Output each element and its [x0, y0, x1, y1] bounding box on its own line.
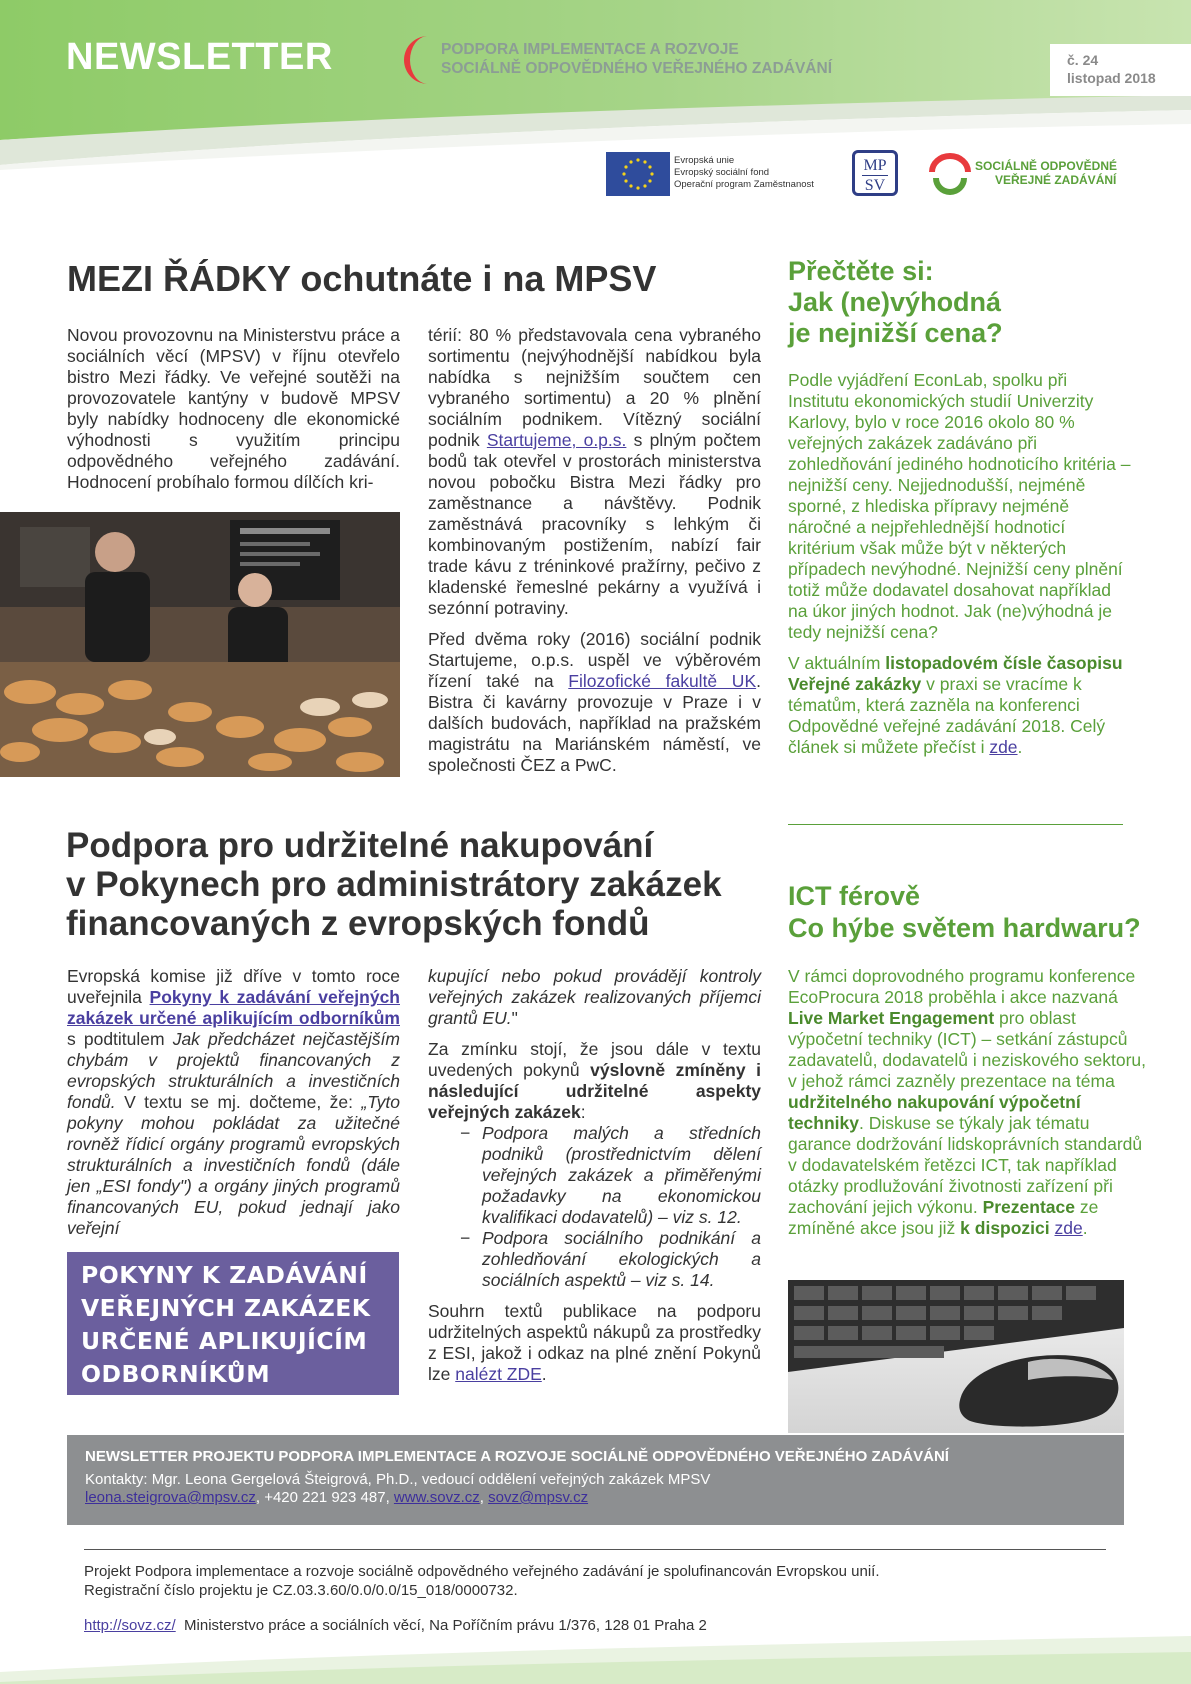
sidebar1-p2-c: . — [1017, 737, 1023, 757]
sidebar2-p-a: V rámci doprovodného programu konference EcoProcura 2018 proběhla i akce nazvaná — [788, 966, 1136, 1007]
box-line4: ODBORNÍKŮM — [81, 1360, 271, 1388]
article2-c2-quote-end: " — [511, 1008, 518, 1028]
sidebar2-p-bold3: Prezentace — [982, 1197, 1075, 1217]
project-title-line1: PODPORA IMPLEMENTACE A ROZVOJE — [441, 41, 739, 58]
sovz-text — [975, 159, 1117, 187]
article2-c2-p3-a: Souhrn textů publikace na podporu udržitelných aspektů nákupů za prostředky z ESI, jakož i odkaz na plné znění Pokynů lze — [428, 1301, 761, 1384]
issue-date: listopad 2018 — [1067, 70, 1156, 86]
mpsv-logo-rule — [862, 175, 888, 176]
sidebar1-title1: Přečtěte si: — [788, 256, 934, 286]
header-background — [0, 0, 1191, 170]
sidebar1-body — [788, 370, 1133, 768]
startujeme-link[interactable]: Startujeme, o.p.s. — [486, 430, 627, 450]
box-line2: VEŘEJNÝCH ZAKÁZEK — [81, 1294, 371, 1322]
nalezt-zde-link[interactable]: nalézt ZDE — [455, 1364, 542, 1384]
article1-title: MEZI ŘÁDKY ochutnáte i na MPSV — [67, 258, 657, 299]
eu-line3: Operační program Zaměstnanost — [674, 179, 814, 190]
article2-c2-p2-a: Za zmínku stojí, že jsou dále v textu uvedených pokynů — [428, 1039, 761, 1080]
dash-icon: − — [460, 1123, 471, 1143]
article2-c2-p2-bold: výslovně zmíněny i následující udržitelné aspekty veřejných zakázek — [428, 1060, 761, 1122]
header-band — [0, 0, 1191, 170]
article2-c2-p3 — [428, 1301, 761, 1385]
sidebar2-title1: ICT férově — [788, 881, 921, 911]
footer-contact-links — [85, 1489, 1124, 1507]
keyboard-mouse-photo — [788, 1280, 1124, 1433]
sidebar1-title2: Jak (ne)výhodná — [788, 287, 1002, 317]
sidebar1-p1: Podle vyjádření EconLab, spolku při Institutu ekonomických studií Univerzity Karlovy, bylo v roce 2016 okolo 80 % veřejných zakázek zadáváno při zohledňování jediného hodnoticího kritéria – nejnižší ceny. Nejjednodušší, nejméně sporné, z hlediska přípravy nejméně náročné a nejpřehlednější hodnoticí kritérium však může být v některých případech nevýhodné. Nejnižší ceny plnění totiž může dodavatel dosahovat například na úkor jiných hodnot. Jak (ne)výhodná je tedy nejnižší cena? — [788, 370, 1131, 642]
article1-col2-p1-b: s plným počtem bodů tak otevřel v prostorách ministerstva novou pobočku Bistra Mezi řádky pro zaměstnance a návštěvy. Podnik zaměstnává pracovníky s lehkým či kombinovaným postižením, nabízí fair trade kávu z tréninkové pražírny, pečivo z kladenské řemeslné pekárny a využívá i sezónní potraviny. — [428, 430, 761, 618]
list-item — [460, 1228, 761, 1291]
bullet2-text: Podpora sociálního podnikání a zohledňování ekologických a sociálních aspektů – viz s. 14. — [482, 1228, 761, 1290]
sidebar2-zde-link[interactable]: zde — [1054, 1218, 1083, 1238]
sidebar-divider — [788, 824, 1123, 825]
email-link[interactable]: leona.steigrova@mpsv.cz — [85, 1489, 256, 1506]
project-title — [441, 40, 832, 78]
crescent-logo-icon — [398, 32, 432, 88]
sidebar2-p-d: ze zmíněné akce jsou již — [788, 1197, 1099, 1238]
sidebar1-p2-bold: listopadovém čísle časopisu Veřejné zakázky — [788, 653, 1123, 694]
sovz-line2: VEŘEJNÉ ZADÁVÁNÍ — [995, 173, 1117, 187]
article2-col1 — [67, 966, 400, 1249]
article2-c1-a: Evropská komise již dříve v tomto roce uveřejnila — [67, 966, 400, 1007]
eu-text — [674, 155, 814, 191]
sidebar1-zde-link[interactable]: zde — [989, 737, 1018, 757]
list-item — [460, 1123, 761, 1228]
article1-col2-p2 — [428, 629, 761, 776]
sovz-line1: SOCIÁLNĚ ODPOVĚDNÉ — [975, 159, 1118, 173]
sidebar1-title — [788, 256, 1003, 349]
eu-flag-icon — [606, 152, 670, 196]
article1-col1 — [67, 325, 400, 503]
article2-c1-subtitle: Jak předcházet nejčastějším chybám v projektů financovaných z evropských strukturálních a investičních fondů. — [67, 1029, 400, 1112]
issue-box — [1050, 44, 1191, 96]
article2-c2-p3-b: . — [541, 1364, 547, 1384]
funding-line2: Registrační číslo projektu je CZ.03.3.60/0.0/0.0/15_018/0000732. — [84, 1582, 518, 1599]
article2-c1-quote: „Tyto pokyny mohou pokládat za užitečné rovněž řídicí orgány programů evropských strukturálních a investičních fondů (dále jen „ESI fondy") a orgány jiných programů financovaných EU, pokud jednají jako veřejní — [67, 1092, 400, 1238]
mpsv-logo-icon — [852, 150, 898, 196]
article1-col2 — [428, 325, 761, 786]
sidebar2-p — [788, 966, 1155, 1239]
article2-title3: financovaných z evropských fondů — [66, 904, 650, 943]
sidebar1-p2-a: V aktuálním — [788, 653, 886, 673]
bullet1-text: Podpora malých a středních podniků (prostřednictvím dělení veřejných zakázek a přiměřenými požadavky na ekonomickou kvalifikaci dodavatelů) – viz s. 12. — [482, 1123, 761, 1227]
article1-col2-p2-a: Před dvěma roky (2016) sociální podnik Startujeme, o.p.s. uspěl ve výběrovém řízení také na — [428, 629, 761, 691]
mpsv-logo-bottom: SV — [864, 177, 886, 194]
pokyny-link[interactable]: Pokyny k zadávání veřejných zakázek určené aplikujícím odborníkům — [67, 987, 400, 1028]
eu-line2: Evropský sociální fond — [674, 167, 770, 178]
footer-title: NEWSLETTER PROJEKTU PODPORA IMPLEMENTACE A ROZVOJE SOCIÁLNĚ ODPOVĚDNÉHO VEŘEJNÉHO ZADÁVÁNÍ — [85, 1448, 949, 1465]
sidebar1-p2-b: v praxi se vracíme k tématům, která zazněla na konferenci Odpovědné veřejné zadávání 2018. Celý článek si můžete přečíst i — [788, 674, 1106, 757]
address-text: Ministerstvo práce a sociálních věcí, Na Poříčním právu 1/376, 128 01 Praha 2 — [184, 1617, 707, 1634]
box-line3: URČENÉ APLIKUJÍCÍM — [81, 1327, 368, 1355]
sovz-logo-icon — [928, 152, 972, 196]
sidebar2-p-bold1: Live Market Engagement — [788, 1008, 995, 1028]
article1-col2-p1-a: térií: 80 % představovala cena vybraného sortimentu (nejvýhodnější nabídkou byla nabídka s nejnižším součtem cen vybraného sortimentu) a 20 % plnění sociálním podnikem. Vítězný sociální podnik — [428, 325, 761, 450]
sidebar2-p-bold2: udržitelného nakupování výpočetní techniky — [788, 1092, 1081, 1133]
article2-title — [66, 826, 722, 943]
sidebar2-title — [788, 880, 1141, 944]
filozoficka-fakulta-link[interactable]: Filozofické fakultě UK — [568, 671, 757, 691]
article2-c1-c: V textu se mj. dočteme, že: — [115, 1092, 362, 1112]
bottom-wave — [0, 1632, 1191, 1684]
article2-title1: Podpora pro udržitelné nakupování — [66, 826, 654, 865]
sidebar2-p-b: pro oblast výpočetní techniky (ICT) – setkání zástupců zadavatelů, dodavatelů i neziskového sektoru, v jehož rámci zazněly prezentace na téma — [788, 1008, 1147, 1091]
article1-col2-p1 — [428, 325, 761, 619]
eu-line1: Evropská unie — [674, 155, 735, 166]
sidebar2-p-c: . Diskuse se týkaly jak tématu garance dodržování lidskoprávních standardů v dodavatelském řetězci ICT, tak například otázky prodlužování životnosti zařízení při zachování jejich výkonu. — [788, 1113, 1143, 1217]
project-title-line2: SOCIÁLNĚ ODPOVĚDNÉHO VEŘEJNÉHO ZADÁVÁNÍ — [441, 60, 832, 77]
article2-c2-p1 — [428, 966, 761, 1029]
article2-col1-text — [67, 966, 400, 1239]
article2-c2-p2 — [428, 1039, 761, 1123]
mpsv-logo-top: MP — [863, 157, 887, 174]
footer-phone: , +420 221 923 487, — [255, 1489, 394, 1506]
sidebar2-title2: Co hýbe světem hardwaru? — [788, 913, 1141, 943]
issue-number: č. 24 — [1067, 52, 1099, 68]
sidebar1-title3: je nejnižší cena? — [788, 318, 1003, 348]
sidebar1-p2 — [788, 653, 1133, 758]
article2-c2-p2-b: : — [580, 1102, 586, 1122]
footer-sep: , — [479, 1489, 489, 1506]
article2-c1-b: s podtitulem — [67, 1029, 173, 1049]
pokyny-cover-box[interactable] — [67, 1252, 399, 1395]
funding-note — [84, 1562, 880, 1600]
bistro-photo — [0, 512, 400, 777]
article1-col1-text: Novou provozovnu na Ministerstvu práce a sociálních věcí (MPSV) v říjnu otevřelo bistro Mezi řádky. Ve veřejné soutěži na provozovatele kantýny v budově MPSV byly nabídky hodnoceny dle ekonomické výhodnosti s využitím principu odpovědného veřejného zadávání. Hodnocení probíhalo formou dílčích kri- — [67, 325, 400, 492]
sovz-email-link[interactable]: sovz@mpsv.cz — [488, 1489, 589, 1506]
funding-line1: Projekt Podpora implementace a rozvoje sociálně odpovědného veřejného zadávání je spolufinancován Evropskou unií. — [84, 1563, 880, 1580]
footer-divider — [84, 1549, 1106, 1550]
newsletter-footer-box — [67, 1435, 1124, 1525]
sidebar2-p-f: . — [1082, 1218, 1088, 1238]
logo-row — [606, 150, 1126, 200]
newsletter-title: NEWSLETTER — [66, 36, 333, 78]
box-line1: POKYNY K ZADÁVÁNÍ — [81, 1261, 368, 1289]
sidebar2-p-bold4: k dispozici — [960, 1218, 1050, 1238]
article2-c2-quote: kupující nebo pokud provádějí kontroly veřejných zakázek realizovaných příjemci grantů EU. — [428, 966, 761, 1028]
article1-col2-p2-b: . Bistra či kavárny provozuje v Praze i v dalších budovách, například na pražském magistrátu na Mariánském náměstí, ve společnosti ČEZ a PwC. — [428, 671, 761, 775]
sidebar2-body — [788, 966, 1155, 1249]
sovz-url-link[interactable]: http://sovz.cz/ — [84, 1617, 176, 1634]
footer-contact: Kontakty: Mgr. Leona Gergelová Šteigrová, Ph.D., vedoucí oddělení veřejných zakázek MPSV — [85, 1471, 711, 1488]
web-link[interactable]: www.sovz.cz — [393, 1489, 480, 1506]
dash-icon: − — [460, 1228, 471, 1248]
article2-title2: v Pokynech pro administrátory zakázek — [66, 865, 722, 904]
bullet-list — [428, 1123, 761, 1291]
article2-col2 — [428, 966, 761, 1395]
